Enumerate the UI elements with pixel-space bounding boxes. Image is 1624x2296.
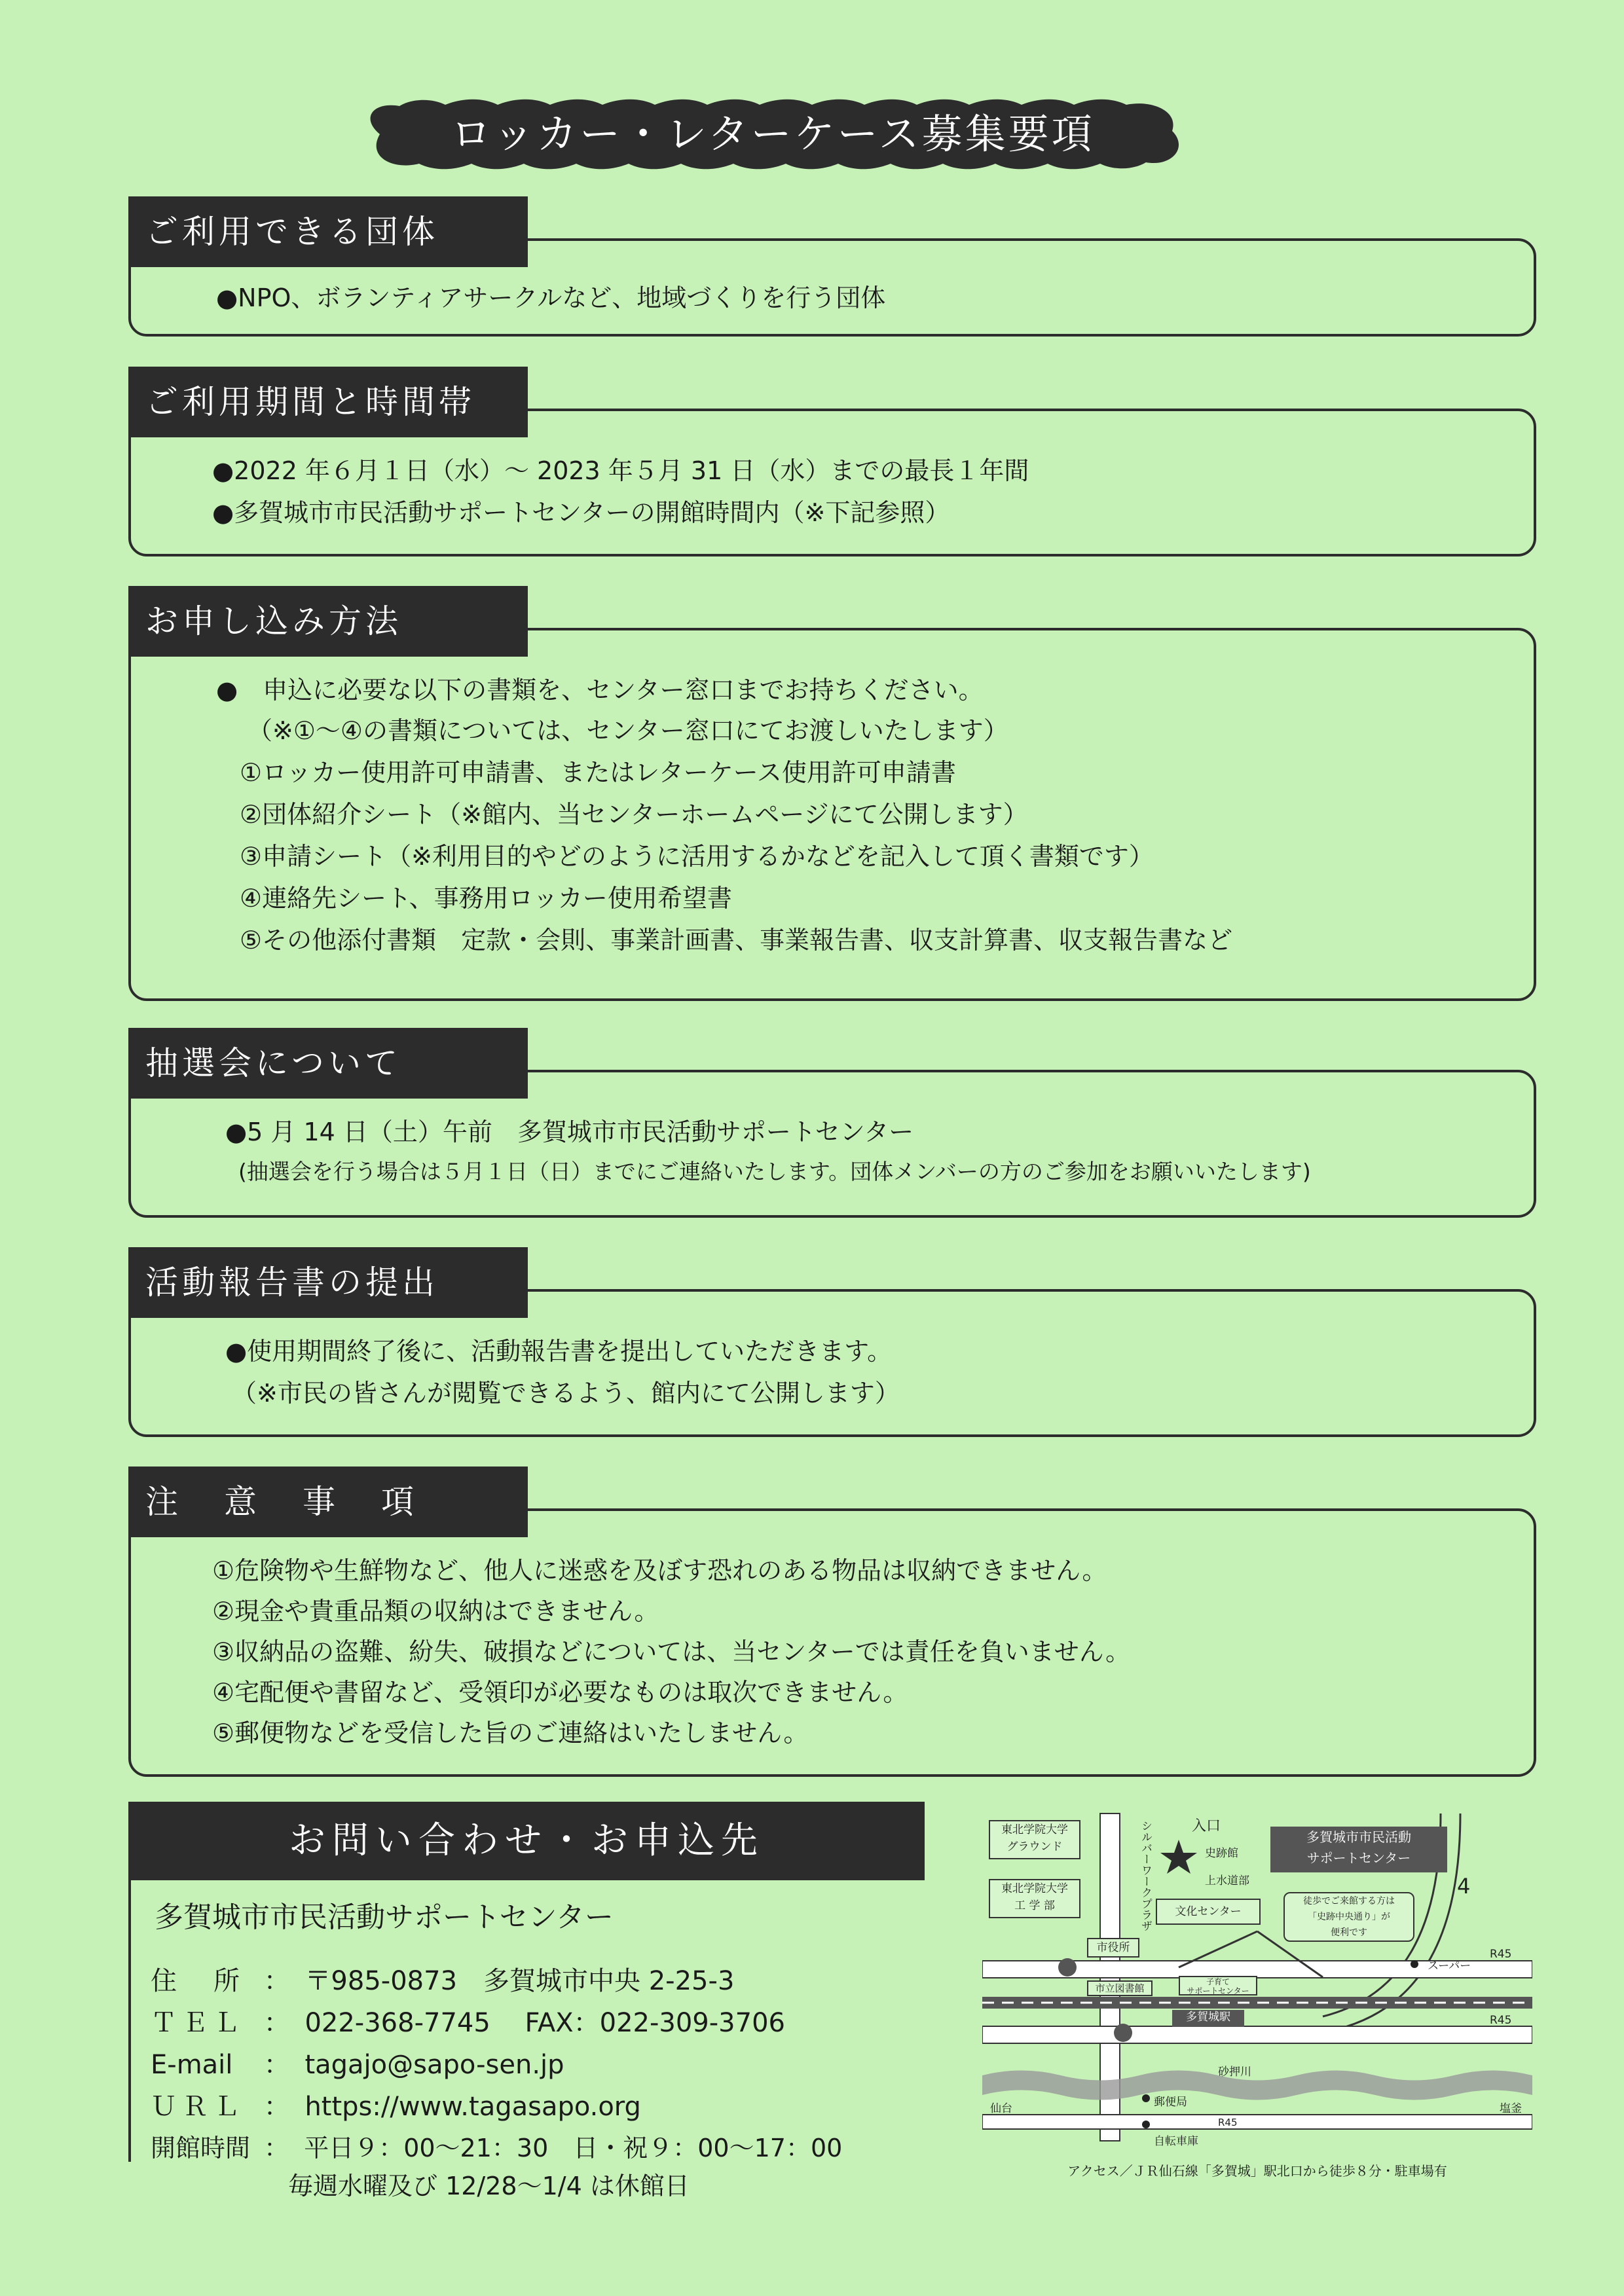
- section-header-period: ご利用期間と時間帯: [128, 367, 528, 437]
- section-header-eligible: ご利用できる団体: [128, 196, 528, 267]
- tel-sep: ：: [263, 2008, 290, 2038]
- apply-line-2: （※①～④の書類については、センター窓口にてお渡しいたします）: [248, 716, 1008, 745]
- apply-line-3: ①ロッカー使用許可申請書、またはレターケース使用許可申請書: [240, 758, 956, 787]
- access-map: [982, 1800, 1532, 2154]
- tel-label: ＴＥＬ: [151, 2008, 245, 2038]
- contact-hours-row: [151, 2128, 842, 2164]
- map-uni-eng: 東北学院大学 工 学 部: [989, 1879, 1080, 1918]
- url-label: ＵＲＬ: [151, 2092, 245, 2122]
- hours-value: 平日９：00～21：30 日・祝９：00～17：00: [304, 2134, 843, 2162]
- email-label: E-mail: [151, 2050, 233, 2080]
- section-box-apply: [128, 628, 1536, 1001]
- section-period: [128, 367, 1536, 563]
- hours-label: 開館時間: [151, 2134, 251, 2162]
- contact-org: 多賀城市市民活動サポートセンター: [155, 1901, 614, 1934]
- address-label: 住 所: [151, 1966, 245, 1996]
- contact-closed: 毎週水曜及び 12/28～1/4 は休館日: [288, 2172, 690, 2200]
- map-sendai: 仙台: [990, 2102, 1012, 2115]
- period-line-2: ●多賀城市市民活動サポートセンターの開館時間内（※下記参照）: [212, 498, 950, 527]
- map-silver: シルバーワークプラザ: [1139, 1820, 1152, 1931]
- map-river: 砂押川: [1218, 2066, 1251, 2079]
- map-super: スーパー: [1428, 1959, 1471, 1973]
- page-title: ロッカー・レターケース募集要項: [451, 110, 1095, 158]
- contact-address-row: [151, 1960, 734, 1997]
- map-toshokan: 市立図書館: [1087, 1980, 1153, 1996]
- report-line-1: ●使用期間終了後に、活動報告書を提出していただきます。: [225, 1337, 893, 1366]
- apply-line-4: ②団体紹介シート（※館内、当センターホームページにて公開します）: [240, 800, 1028, 829]
- map-kamisuido: 上水道部: [1205, 1874, 1249, 1887]
- address-sep: ：: [263, 1966, 290, 1996]
- notes-line-5: ⑤郵便物などを受信した旨のご連絡はいたしません。: [212, 1719, 809, 1747]
- map-shiogama: 塩釜: [1500, 2102, 1522, 2115]
- apply-line-7: ⑤その他添付書類 定款・会則、事業計画書、事業報告書、収支計算書、収支報告書など: [240, 926, 1233, 955]
- lottery-line-1: ●5 月 14 日（土）午前 多賀城市市民活動サポートセンター: [225, 1118, 914, 1146]
- email-link[interactable]: tagajo@sapo-sen.jp: [304, 2050, 564, 2080]
- map-r45-2: R45: [1490, 2014, 1512, 2027]
- section-eligible: [128, 196, 1536, 347]
- map-entrance: 入口: [1192, 1818, 1221, 1834]
- title-banner: [354, 98, 1192, 170]
- map-shiseki: 史跡館: [1205, 1847, 1238, 1860]
- notes-line-1: ①危険物や生鮮物など、他人に迷惑を及ぼす恐れのある物品は収納できません。: [212, 1556, 1107, 1585]
- apply-line-6: ④連絡先シート、事務用ロッカー使用希望書: [240, 884, 732, 913]
- section-box-notes: [128, 1508, 1536, 1777]
- section-header-notes: 注 意 事 項: [128, 1467, 528, 1537]
- section-report: [128, 1247, 1536, 1444]
- map-post: 郵便局: [1154, 2096, 1187, 2109]
- map-uni-ground: 東北学院大学 グラウンド: [989, 1820, 1080, 1859]
- map-access-text: アクセス／ＪＲ仙石線「多賀城」駅北口から徒歩８分・駐車場有: [1067, 2163, 1447, 2179]
- map-station: 多賀城駅: [1172, 2010, 1244, 2027]
- map-shiyakusho: 市役所: [1087, 1938, 1139, 1958]
- lottery-line-2: (抽選会を行う場合は５月１日（日）までにご連絡いたします。団体メンバーの方のご参加をお願いいたします): [238, 1159, 1311, 1184]
- apply-line-1: ● 申込に必要な以下の書類を、センター窓口までお持ちください。: [216, 676, 984, 704]
- section-header-lottery: 抽選会について: [128, 1028, 528, 1099]
- map-note: 徒歩でご来館する方は 「史跡中央通り」が 便利です: [1283, 1892, 1414, 1942]
- notes-line-3: ③収納品の盗難、紛失、破損などについては、当センターでは責任を負いません。: [212, 1637, 1131, 1666]
- address-value: 〒985-0873 多賀城市中央 2-25-3: [304, 1966, 735, 1996]
- map-license: 自転車庫: [1154, 2135, 1198, 2148]
- section-notes: [128, 1467, 1536, 1781]
- contact-url-row: [151, 2086, 641, 2123]
- notes-line-2: ②現金や貴重品類の収納はできません。: [212, 1597, 659, 1626]
- hours-sep: ：: [264, 2134, 289, 2162]
- map-north: 4: [1457, 1874, 1471, 1899]
- fax-value: FAX：022-309-3706: [525, 2008, 785, 2038]
- contact-email-row: [151, 2044, 564, 2081]
- contact-tel-row: [151, 2002, 785, 2039]
- map-r45-3: R45: [1218, 2117, 1238, 2128]
- apply-line-5: ③申請シート（※利用目的やどのように活用するかなどを記入して頂く書類です）: [240, 842, 1154, 871]
- map-bunka: 文化センター: [1156, 1899, 1261, 1925]
- email-sep: ：: [263, 2050, 290, 2080]
- url-sep: ：: [263, 2092, 290, 2122]
- section-header-apply: お申し込み方法: [128, 586, 528, 657]
- contact-box: [128, 1880, 925, 2200]
- eligible-line-1: ●NPO、ボランティアサークルなど、地域づくりを行う団体: [216, 283, 886, 312]
- section-header-report: 活動報告書の提出: [128, 1247, 528, 1318]
- section-apply: [128, 586, 1536, 1005]
- map-center-label: 多賀城市市民活動 サポートセンター: [1270, 1827, 1447, 1872]
- map-kosodate: 子育て サポートセンター: [1179, 1976, 1257, 1995]
- notes-line-4: ④宅配便や書留など、受領印が必要なものは取次できません。: [212, 1678, 908, 1707]
- url-link[interactable]: https://www.tagasapo.org: [304, 2092, 641, 2122]
- period-line-1: ●2022 年６月１日（水）～ 2023 年５月 31 日（水）までの最長１年間: [212, 456, 1029, 485]
- contact-header: お問い合わせ・お申込先: [128, 1802, 925, 1880]
- map-r45-1: R45: [1490, 1948, 1512, 1961]
- tel-value[interactable]: 022-368-7745: [304, 2008, 490, 2038]
- report-line-2: （※市民の皆さんが閲覧できるよう、館内にて公開します）: [232, 1379, 900, 1408]
- section-lottery: [128, 1028, 1536, 1224]
